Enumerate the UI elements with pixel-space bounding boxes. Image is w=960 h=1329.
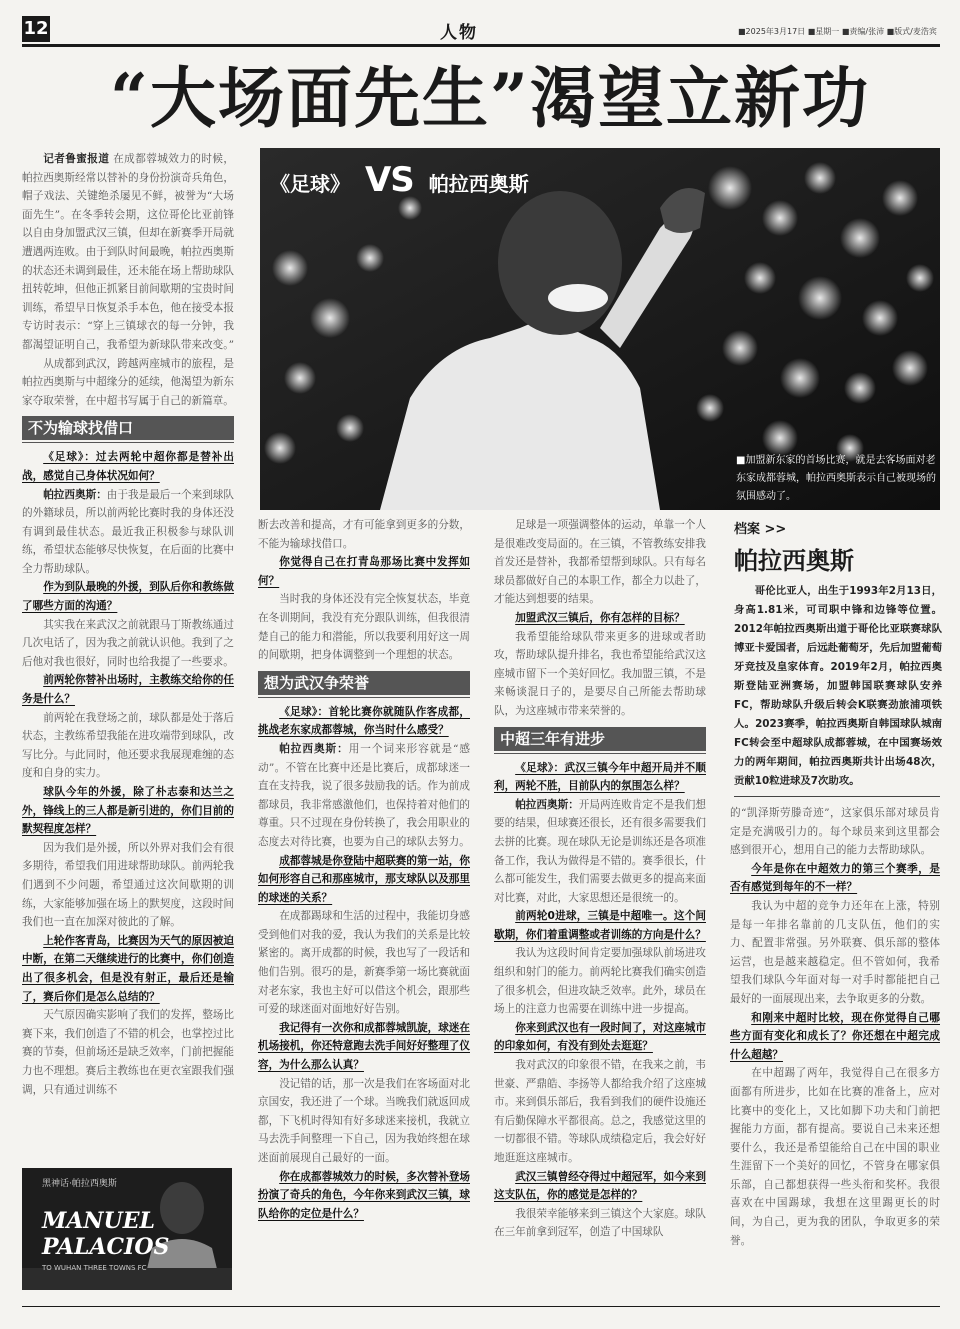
answer: 没记错的话，那一次是我们在客场面对北京国安，我还进了一个球。当晚我们就返回成都，下飞机时得知有好多球迷来接机，我就立马去洗手间整理一下自己，因为我始终想在球迷面前展现自己最好的一面。	[258, 1077, 470, 1164]
answer	[494, 796, 706, 908]
question: 和刚来中超时比较，现在你觉得自己哪些方面有变化和成长了？你还想在中超完成什么超越？	[730, 1011, 940, 1061]
answer: 我认为这段时间肯定要加强球队前场进攻组织和射门的能力。前两轮比赛我们确实创造了很多机会，但进攻缺乏效率。此外，球员在场上的注意力也需要在训练中进一步提高。	[494, 947, 706, 1016]
subhead-2: 想为武汉争荣誉	[258, 671, 470, 695]
answer-text: 开局两连败肯定不是我们想要的结果，但球赛还很长，还有很多需要我们去拼的比赛。现在球队无论是训练还是各项准备工作，我认为做得是不错的。赛季很长，什么都可能发生，我们需要去做更多的提高来面对比赛，对此，大家思想还是很统一的。	[494, 798, 707, 904]
reporter-byline: 记者鲁蜜报道	[43, 153, 110, 165]
player-name-title: 帕拉西奥斯	[428, 172, 529, 196]
answer-text: 用一个词来形容就是“感动”。不管在比赛中还是比赛后，成都球迷一直在支持我，说了很多鼓励我的话。作为前成都球员，我非常感激他们，也保持着对他们的尊重。只不过现在身份转换了，我会用职业的态度去对待比赛，也要为自己的球队去努力。	[258, 742, 471, 848]
bottom-rule	[22, 1306, 940, 1307]
answer: 我对武汉的印象很不错，在我来之前，韦世豪、严鼎皓、李扬等人都给我介绍了这座城市。来到俱乐部后，我看到我们的硬件设施还有后勤保障水平都很高。总之，我感觉这里的一切都很不错。等球队成绩稳定后，我会好好地逛逛这座城市。	[494, 1059, 706, 1164]
subhead-3: 中超三年有进步	[494, 727, 706, 751]
column-4	[730, 804, 940, 1250]
answer: 当时我的身体还没有完全恢复状态，毕竟在冬训期间，我没有充分跟队训练，但我很清楚自己的能力和潜能，所以我要利用好这一周的间歇期，把身体调整到一个理想的状态。	[258, 593, 470, 662]
question: 你觉得自己在打青岛那场比赛中发挥如何？	[258, 556, 470, 587]
answer: 因为我们是外援，所以外界对我们会有很多期待，希望我们用进球帮助球队。前两轮我们遇到不少问题，希望通过这次间歇期的训练，大家能够加强在场上的默契度，这段时间我们也一直在加深对彼此的了解。	[22, 841, 234, 929]
answer: 我希望能给球队带来更多的进球或者助攻，帮助球队提升排名，我也希望能给武汉这座城市留下一个美好回忆。我加盟三镇，不是来畅谈混日子的，是要尽自己所能去帮助球队，为这座城市带来荣誉的。	[494, 630, 706, 717]
answer-continued: 断去改善和提高，才有可能拿到更多的分数，不能为输球找借口。	[258, 519, 470, 550]
answer	[258, 740, 470, 852]
promo-line-1: 黑神话·帕拉西奥斯	[42, 1179, 117, 1189]
column-1	[22, 150, 234, 1099]
player-profile	[734, 518, 942, 791]
answer: 我很荣幸能够来到三镇这个大家庭。球队在三年前拿到冠军，创造了中国球队	[494, 1207, 706, 1239]
profile-name: 帕拉西奥斯	[734, 546, 854, 575]
answer: 足球是一项强调整体的运动，单靠一个人是很难改变局面的。在三镇，不管教练安排我首发还是替补，我都希望帮到球队。只有每名球员都做好自己的本职工作，都全力以赴了，才能达到想要的结果。	[494, 519, 706, 606]
speaker: 帕拉西奥斯：	[43, 488, 107, 501]
question: 《足球》：过去两轮中超你都是替补出战，感觉自己身体状况如何？	[22, 451, 234, 482]
lead-paragraph	[22, 150, 234, 355]
promo-line-3: PALACIOS	[42, 1234, 170, 1260]
answer: 我认为中超的竞争力还年在上涨，特别是每一年排名靠前的几支队伍，他们的实力、配置非常强。另外联赛、俱乐部的整体运营，也是越来越稳定。但不管如何，我希望我们球队今年面对每一对手时都能把自己最好的一面展现出来，去争取更多的分数。	[730, 899, 940, 1005]
question: 上轮作客青岛，比赛因为天气的原因被迫中断，在第二天继续进行的比赛中，你们创造出了很多机会，但是没有射正，最后还是输了，赛后你们是怎么总结的？	[22, 934, 234, 1003]
question: 成都蓉城是你登陆中超联赛的第一站，你如何形容自己和那座城市，那支球队以及那里的球迷的关系？	[258, 854, 470, 904]
question: 前两轮你替补出场时，主教练交给你的任务是什么？	[22, 674, 234, 706]
speaker: 帕拉西奥斯：	[279, 742, 349, 755]
header-rule	[22, 44, 940, 47]
page-number: 12	[22, 16, 50, 42]
vs-label: VS	[364, 160, 414, 200]
feature-title	[270, 160, 529, 200]
promo-image	[22, 1168, 232, 1290]
question: 《足球》：首轮比赛你就随队作客成都，挑战老东家成都蓉城，你当时什么感受？	[258, 705, 470, 737]
column-2	[258, 516, 470, 1223]
answer: 天气原因确实影响了我们的发挥，整场比赛下来，我们创造了不错的机会，也掌控过比赛的节奏，但前场还是缺乏效率，门前把握能力也不理想。赛后主教练也在更衣室跟我们强调，只有通过训练不	[22, 1009, 234, 1096]
question: 球队今年的外援，除了朴志泰和达兰之外，锋线上的三人都是新引进的，你们目前的默契程度怎样？	[22, 786, 234, 836]
section-name: 人物	[440, 23, 478, 43]
profile-bio: 哥伦比亚人，出生于1993年2月13日，身高1.81米，可司职中锋和边锋等位置。2012年帕拉西奥斯出道于哥伦比亚联赛球队博亚卡爱国者，后远赴葡萄牙，先后加盟葡萄牙竞技及皇家体育。2019年2月，帕拉西奥斯登陆亚洲赛场，加盟韩国联赛球队安养FC，帮助球队升级后转会K联赛劲旅浦项铁人。2023赛季，帕拉西奥斯自韩国球队城南FC转会至中超球队成都蓉城，在中国赛场效力的两年期间，帕拉西奥斯共计出场48次，贡献10粒进球及7次助攻。	[734, 585, 942, 787]
answer-continued: 的“凯泽斯劳滕奇迹”，这家俱乐部对球员肯定是充满吸引力的。每个球员来到这里都会感到很开心，想用自己的能力去帮助球队。	[730, 807, 940, 857]
question: 武汉三镇曾经夺得过中超冠军，如今来到这支队伍，你的感觉是怎样的？	[494, 1170, 706, 1202]
promo-line-4: TO WUHAN THREE TOWNS FC	[42, 1264, 147, 1272]
subhead-1: 不为输球找借口	[22, 416, 234, 440]
promo-line-2: MANUEL	[42, 1208, 155, 1234]
lead-text: 在成都蓉城效力的时候，帕拉西奥斯经常以替补的身份扮演奇兵角色，帽子戏法、关键绝杀屡见不鲜，被誉为“大场面先生”。在冬季转会期，这位哥伦比亚前锋以自由身加盟武汉三镇，但却在新赛季开局就遭遇两连败。由于到队时间最晚，帕拉西奥斯的状态还未调到最佳，还未能在场上帮助球队扭转乾坤，但他正抓紧目前间歇期的宝贵时间训练，希望早日恢复杀手本色，他在接受本报专访时表示：“穿上三镇球衣的每一分钟，我都渴望证明自己，我希望为新球队带来改变。”	[22, 153, 235, 351]
question: 加盟武汉三镇后，你有怎样的目标？	[515, 611, 685, 624]
question: 《足球》：武汉三镇今年中超开局并不顺利，两轮不胜，目前队内的氛围怎么样？	[494, 761, 706, 793]
question: 你来到武汉也有一段时间了，对这座城市的印象如何，有没有到处去逛逛？	[494, 1021, 706, 1053]
issue-meta: ■2025年3月17日 ■星期一 ■责编/张沛 ■版式/麦浩宾	[738, 27, 937, 36]
answer: 其实我在来武汉之前就跟马丁斯教练通过几次电话了，因为我之前就认识他。我到了之后他对我也很好，同时也给我提了一些要求。	[22, 618, 234, 668]
answer: 前两轮在我登场之前，球队都是处于落后状态，主教练希望我能在进攻端带到球队，改写比分。与此同时，他还要求我展现难缠的态度和自身的实力。	[22, 711, 234, 780]
answer-text: 由于我是最后一个来到球队的外籍球员，所以前两轮比赛时我的身体还没有调到最佳状态。最近我正积极参与球队训练，希望状态能够尽快恢复，在后面的比赛中全力帮助球队。	[22, 488, 235, 575]
profile-tag: 档案 >>	[734, 522, 787, 537]
speaker: 帕拉西奥斯：	[515, 798, 579, 811]
question: 今年是你在中超效力的第三个赛季，是否有感觉到每年的不一样？	[730, 862, 940, 894]
photo-caption: ■加盟新东家的首场比赛，就是去客场面对老东家成都蓉城，帕拉西奥斯表示自己被现场的氛围感动了。	[736, 455, 936, 502]
column-3	[494, 516, 706, 1242]
question: 作为到队最晚的外援，到队后你和教练做了哪些方面的沟通？	[22, 581, 234, 613]
answer: 在中超踢了两年，我觉得自己在很多方面都有所进步，比如在比赛的准备上，应对比赛中的变化上，又比如脚下功夫和门前把握能力方面，都有提高。要说自己未来还想要什么，我还是希望能给自己在中国的职业生涯留下一个美好的回忆，不管身在哪家俱乐部，自己都想获得一些头衔和奖杯。我很喜欢在中国踢球，我想在这里踢更长的时间，为自己，更为我的团队，争取更多的荣誉。	[730, 1067, 940, 1247]
profile-rule	[734, 796, 940, 797]
answer	[22, 486, 234, 579]
lead-paragraph-2: 从成都到武汉，跨越两座城市的旅程，是帕拉西奥斯与中超缘分的延续，他渴望为新东家夺取荣誉，在中超书写属于自己的新篇章。	[22, 357, 234, 407]
answer: 在成都踢球和生活的过程中，我能切身感受到他们对我的爱，我认为我们的关系是比较紧密的。离开成都的时候，我也写了一段话和他们告别。很巧的是，新赛季第一场比赛就面对老东家，我也主好可以借这个机会，跟那些可爱的球迷面对面地好好告别。	[258, 910, 470, 1016]
headline: “大场面先生”渴望立新功	[110, 59, 870, 137]
question: 你在成都蓉城效力的时候，多次替补登场扮演了奇兵的角色，今年你来到武汉三镇，球队给你的定位是什么？	[258, 1170, 470, 1220]
newspaper-name: 《足球》	[270, 172, 350, 196]
question: 前两轮0进球，三镇是中超唯一。这个间歇期，你们着重调整或者训练的方向是什么？	[494, 910, 706, 941]
question: 我记得有一次你和成都蓉城凯旋，球迷在机场接机，你还特意跑去洗手间好好整理了仪容，为什么那么认真？	[258, 1021, 470, 1072]
